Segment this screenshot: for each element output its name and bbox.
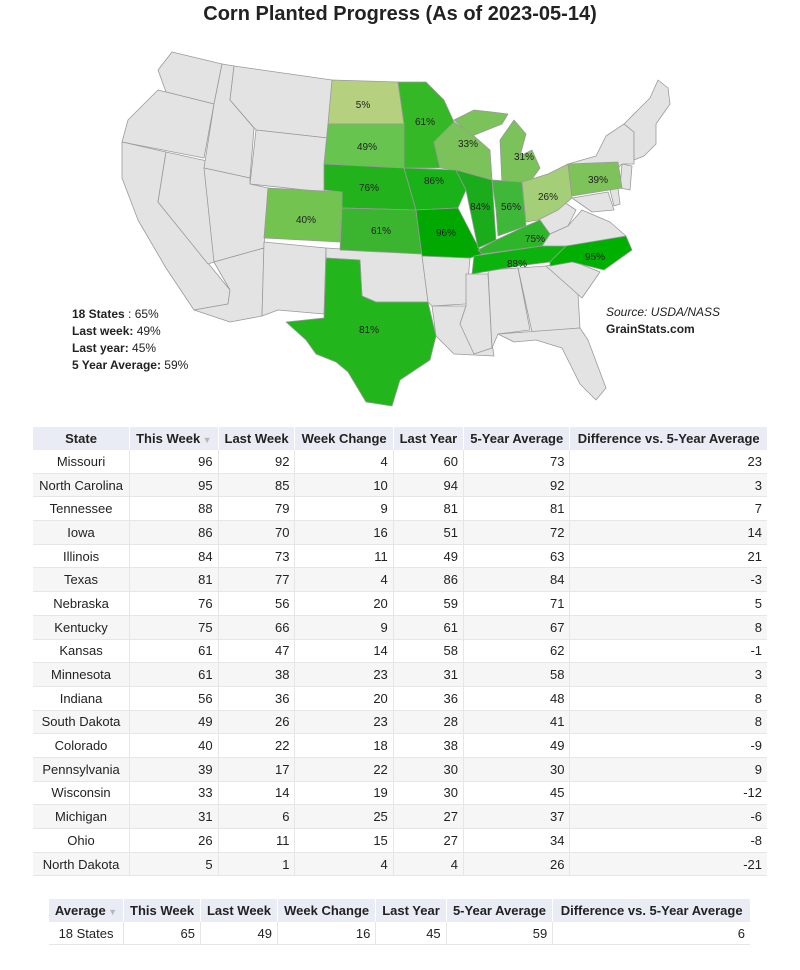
- average-value-cell: 45: [376, 922, 446, 945]
- value-cell: 36: [393, 686, 463, 710]
- value-cell: 36: [218, 686, 295, 710]
- table-row: [33, 757, 767, 781]
- table-row: [33, 829, 767, 853]
- map-label-wisconsin: 33%: [457, 139, 479, 150]
- value-cell: -9: [570, 734, 767, 758]
- value-cell: -21: [570, 852, 767, 876]
- value-cell: 77: [218, 568, 295, 592]
- table-row: [33, 781, 767, 805]
- value-cell: 4: [295, 852, 393, 876]
- table-header-state[interactable]: State: [33, 427, 130, 450]
- value-cell: 4: [295, 450, 393, 473]
- value-cell: 92: [218, 450, 295, 473]
- average-row: [49, 922, 750, 945]
- value-cell: 5: [570, 592, 767, 616]
- value-cell: 1: [218, 852, 295, 876]
- summary-five-year-label: 5 Year Average:: [72, 358, 161, 372]
- table-row: [33, 592, 767, 616]
- state-cell: South Dakota: [33, 710, 130, 734]
- value-cell: 95: [130, 473, 219, 497]
- value-cell: 49: [464, 734, 570, 758]
- value-cell: 27: [393, 805, 463, 829]
- value-cell: 21: [570, 544, 767, 568]
- map-label-north-dakota: 5%: [355, 100, 371, 111]
- table-header-last-week[interactable]: Last Week: [218, 427, 295, 450]
- value-cell: 14: [570, 521, 767, 545]
- average-header-row: [49, 899, 750, 922]
- value-cell: -1: [570, 639, 767, 663]
- value-cell: 20: [295, 592, 393, 616]
- us-choropleth-map: [110, 40, 690, 412]
- value-cell: 6: [218, 805, 295, 829]
- value-cell: 3: [570, 663, 767, 687]
- value-cell: 76: [130, 592, 219, 616]
- map-label-kentucky: 75%: [524, 234, 546, 245]
- value-cell: 61: [130, 663, 219, 687]
- table-row: [33, 734, 767, 758]
- value-cell: 79: [218, 497, 295, 521]
- value-cell: 8: [570, 710, 767, 734]
- value-cell: 61: [130, 639, 219, 663]
- map-label-nebraska: 76%: [358, 183, 380, 194]
- value-cell: 8: [570, 615, 767, 639]
- value-cell: 48: [464, 686, 570, 710]
- average-header-last-year[interactable]: Last Year: [376, 899, 446, 922]
- average-header-last-week[interactable]: Last Week: [201, 899, 278, 922]
- summary-last-year-value: 45%: [128, 341, 157, 355]
- state-new-mexico[interactable]: [262, 242, 326, 316]
- table-header-this-week[interactable]: This Week ▼: [130, 427, 219, 450]
- summary-last-year-label: Last year:: [72, 341, 129, 355]
- state-cell: Indiana: [33, 686, 130, 710]
- average-header-average[interactable]: Average ▼: [49, 899, 124, 922]
- value-cell: 81: [130, 568, 219, 592]
- value-cell: 20: [295, 686, 393, 710]
- summary-last-week-value: 49%: [133, 324, 161, 338]
- value-cell: 49: [393, 544, 463, 568]
- value-cell: 15: [295, 829, 393, 853]
- value-cell: 88: [130, 497, 219, 521]
- value-cell: 3: [570, 473, 767, 497]
- value-cell: 4: [295, 568, 393, 592]
- summary-states-label: 18 States: [72, 307, 125, 321]
- value-cell: 86: [130, 521, 219, 545]
- value-cell: 58: [464, 663, 570, 687]
- value-cell: 30: [393, 757, 463, 781]
- value-cell: -8: [570, 829, 767, 853]
- map-label-iowa: 86%: [423, 176, 445, 187]
- value-cell: 27: [393, 829, 463, 853]
- table-row: [33, 450, 767, 473]
- map-label-ohio: 26%: [537, 192, 559, 203]
- map-label-kansas: 61%: [370, 226, 392, 237]
- value-cell: 9: [570, 757, 767, 781]
- value-cell: 23: [295, 663, 393, 687]
- table-row: [33, 852, 767, 876]
- value-cell: 5: [130, 852, 219, 876]
- value-cell: -12: [570, 781, 767, 805]
- value-cell: -3: [570, 568, 767, 592]
- value-cell: 14: [295, 639, 393, 663]
- state-cell: Minnesota: [33, 663, 130, 687]
- value-cell: 51: [393, 521, 463, 545]
- value-cell: 75: [130, 615, 219, 639]
- value-cell: 19: [295, 781, 393, 805]
- table-header-difference-vs-5-year-average[interactable]: Difference vs. 5-Year Average: [570, 427, 767, 450]
- state-cell: Colorado: [33, 734, 130, 758]
- value-cell: 92: [464, 473, 570, 497]
- value-cell: 23: [570, 450, 767, 473]
- summary-states-value: : 65%: [124, 307, 159, 321]
- state-cell: Michigan: [33, 805, 130, 829]
- value-cell: 61: [393, 615, 463, 639]
- map-label-colorado: 40%: [295, 215, 317, 226]
- state-cell: North Carolina: [33, 473, 130, 497]
- average-label-cell: 18 States: [49, 922, 124, 945]
- value-cell: 34: [464, 829, 570, 853]
- map-label-texas: 81%: [358, 325, 380, 336]
- value-cell: 84: [464, 568, 570, 592]
- map-label-minnesota: 61%: [414, 117, 436, 128]
- value-cell: 41: [464, 710, 570, 734]
- map-label-illinois: 84%: [469, 202, 491, 213]
- state-cell: North Dakota: [33, 852, 130, 876]
- table-header-row: [33, 427, 767, 450]
- value-cell: 28: [393, 710, 463, 734]
- value-cell: 31: [130, 805, 219, 829]
- value-cell: 56: [130, 686, 219, 710]
- value-cell: 37: [464, 805, 570, 829]
- map-label-south-dakota: 49%: [356, 142, 378, 153]
- state-cell: Kansas: [33, 639, 130, 663]
- value-cell: 70: [218, 521, 295, 545]
- value-cell: 81: [393, 497, 463, 521]
- state-wyoming[interactable]: [250, 130, 328, 192]
- table-header-5-year-average[interactable]: 5-Year Average: [464, 427, 570, 450]
- state-cell: Ohio: [33, 829, 130, 853]
- state-cell: Kentucky: [33, 615, 130, 639]
- value-cell: 56: [218, 592, 295, 616]
- table-row: [33, 805, 767, 829]
- value-cell: 11: [295, 544, 393, 568]
- table-row: [33, 473, 767, 497]
- value-cell: -6: [570, 805, 767, 829]
- average-header-5-year-average[interactable]: 5-Year Average: [446, 899, 553, 922]
- source-block: [606, 304, 720, 338]
- average-header-difference-vs-5-year-average[interactable]: Difference vs. 5-Year Average: [553, 899, 750, 922]
- average-value-cell: 65: [124, 922, 201, 945]
- map-label-pennsylvania: 39%: [587, 175, 609, 186]
- state-cell: Illinois: [33, 544, 130, 568]
- value-cell: 86: [393, 568, 463, 592]
- average-value-cell: 6: [553, 922, 750, 945]
- value-cell: 38: [218, 663, 295, 687]
- state-cell: Texas: [33, 568, 130, 592]
- table-row: [33, 663, 767, 687]
- value-cell: 45: [464, 781, 570, 805]
- value-cell: 14: [218, 781, 295, 805]
- state-cell: Pennsylvania: [33, 757, 130, 781]
- value-cell: 67: [464, 615, 570, 639]
- value-cell: 26: [464, 852, 570, 876]
- value-cell: 11: [218, 829, 295, 853]
- summary-block: [72, 306, 188, 374]
- table-row: [33, 686, 767, 710]
- state-cell: Tennessee: [33, 497, 130, 521]
- average-table: [49, 899, 750, 945]
- value-cell: 49: [130, 710, 219, 734]
- table-header-last-year[interactable]: Last Year: [393, 427, 463, 450]
- value-cell: 59: [393, 592, 463, 616]
- value-cell: 30: [393, 781, 463, 805]
- source-text: Source: USDA/NASS: [606, 305, 721, 319]
- average-header-this-week[interactable]: This Week: [124, 899, 201, 922]
- value-cell: 8: [570, 686, 767, 710]
- summary-five-year-value: 59%: [160, 358, 189, 372]
- value-cell: 40: [130, 734, 219, 758]
- average-value-cell: 59: [446, 922, 553, 945]
- value-cell: 4: [393, 852, 463, 876]
- value-cell: 26: [130, 829, 219, 853]
- value-cell: 18: [295, 734, 393, 758]
- table-row: [33, 521, 767, 545]
- value-cell: 73: [218, 544, 295, 568]
- state-florida[interactable]: [498, 328, 606, 400]
- table-row: [33, 497, 767, 521]
- value-cell: 58: [393, 639, 463, 663]
- value-cell: 38: [393, 734, 463, 758]
- value-cell: 62: [464, 639, 570, 663]
- value-cell: 73: [464, 450, 570, 473]
- value-cell: 10: [295, 473, 393, 497]
- value-cell: 17: [218, 757, 295, 781]
- table-row: [33, 639, 767, 663]
- value-cell: 94: [393, 473, 463, 497]
- value-cell: 7: [570, 497, 767, 521]
- value-cell: 47: [218, 639, 295, 663]
- value-cell: 84: [130, 544, 219, 568]
- table-row: [33, 544, 767, 568]
- progress-table: [33, 427, 767, 876]
- average-header-week-change[interactable]: Week Change: [277, 899, 375, 922]
- state-cell: Nebraska: [33, 592, 130, 616]
- value-cell: 9: [295, 497, 393, 521]
- state-cell: Missouri: [33, 450, 130, 473]
- average-value-cell: 49: [201, 922, 278, 945]
- value-cell: 72: [464, 521, 570, 545]
- map-label-michigan: 31%: [513, 152, 535, 163]
- value-cell: 23: [295, 710, 393, 734]
- value-cell: 60: [393, 450, 463, 473]
- value-cell: 71: [464, 592, 570, 616]
- table-row: [33, 615, 767, 639]
- value-cell: 33: [130, 781, 219, 805]
- value-cell: 22: [218, 734, 295, 758]
- table-row: [33, 568, 767, 592]
- value-cell: 85: [218, 473, 295, 497]
- summary-last-week-label: Last week:: [72, 324, 134, 338]
- value-cell: 30: [464, 757, 570, 781]
- value-cell: 31: [393, 663, 463, 687]
- value-cell: 25: [295, 805, 393, 829]
- page-title: Corn Planted Progress (As of 2023-05-14): [203, 3, 597, 25]
- value-cell: 96: [130, 450, 219, 473]
- table-row: [33, 710, 767, 734]
- value-cell: 66: [218, 615, 295, 639]
- value-cell: 26: [218, 710, 295, 734]
- brand-text: GrainStats.com: [606, 322, 695, 336]
- map-label-north-carolina: 95%: [584, 252, 606, 263]
- value-cell: 16: [295, 521, 393, 545]
- state-cell: Wisconsin: [33, 781, 130, 805]
- value-cell: 9: [295, 615, 393, 639]
- value-cell: 39: [130, 757, 219, 781]
- map-label-indiana: 56%: [500, 202, 522, 213]
- state-cell: Iowa: [33, 521, 130, 545]
- value-cell: 63: [464, 544, 570, 568]
- map-label-tennessee: 88%: [506, 259, 528, 270]
- map-label-missouri: 96%: [435, 228, 457, 239]
- value-cell: 81: [464, 497, 570, 521]
- value-cell: 22: [295, 757, 393, 781]
- table-header-week-change[interactable]: Week Change: [295, 427, 393, 450]
- average-value-cell: 16: [277, 922, 375, 945]
- state-arkansas[interactable]: [422, 256, 470, 306]
